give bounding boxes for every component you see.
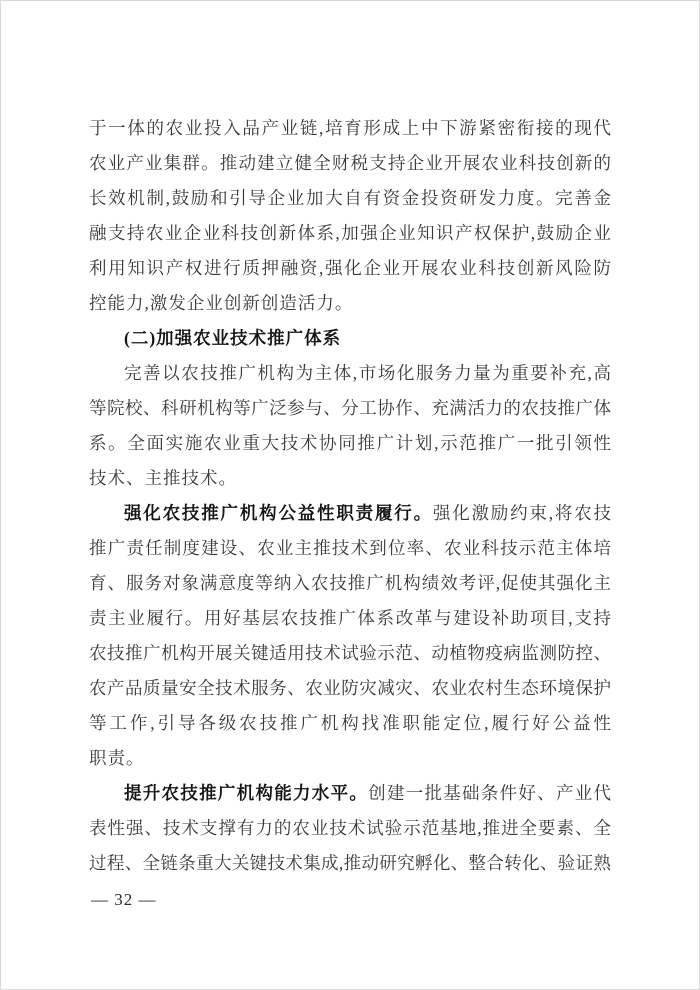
text-line <box>89 111 611 146</box>
body-text-run: 完善以农技推广机构为主体,市场化服务力量为重要补充,高 <box>124 363 611 383</box>
text-line <box>89 391 611 426</box>
text-line <box>89 811 611 846</box>
text-line <box>89 706 611 741</box>
page-number: — 32 — <box>91 890 157 909</box>
text-line <box>89 531 611 566</box>
body-text-run: 强化激励约束,将农技 <box>432 503 611 523</box>
body-text-run: 推广责任制度建设、农业主推技术到位率、农业科技示范主体培 <box>89 538 611 558</box>
text-line <box>89 741 611 776</box>
text-line <box>89 356 611 391</box>
text-line <box>89 216 611 251</box>
bold-lead-text: 提升农技推广机构能力水平。 <box>124 783 369 803</box>
body-text-run: 控能力,激发企业创新创造活力。 <box>89 293 354 313</box>
body-text-run: 技术、主推技术。 <box>89 468 237 488</box>
text-line <box>89 251 611 286</box>
body-text-run: 利用知识产权进行质押融资,强化企业开展农业科技创新风险防 <box>89 258 611 278</box>
body-text-run: 职责。 <box>89 748 145 768</box>
bold-lead-text: (二)加强农业技术推广体系 <box>124 328 342 348</box>
text-line <box>89 776 611 811</box>
text-line <box>89 496 611 531</box>
document-body <box>89 111 611 881</box>
text-line <box>89 181 611 216</box>
body-text-run: 于一体的农业投入品产业链,培育形成上中下游紧密衔接的现代 <box>89 118 611 138</box>
section-heading <box>89 321 611 356</box>
body-text-run: 农产品质量安全技术服务、农业防灾减灾、农业农村生态环境保护 <box>89 678 611 698</box>
text-line <box>89 146 611 181</box>
bold-lead-text: 强化农技推广机构公益性职责履行。 <box>124 503 433 523</box>
text-line <box>89 566 611 601</box>
body-text-run: 融支持农业企业科技创新体系,加强企业知识产权保护,鼓励企业 <box>89 223 611 243</box>
text-line <box>89 286 611 321</box>
body-text-run: 系。全面实施农业重大技术协同推广计划,示范推广一批引领性 <box>89 433 611 453</box>
body-text-run: 长效机制,鼓励和引导企业加大自有资金投资研发力度。完善金 <box>89 188 611 208</box>
body-text-run: 责主业履行。用好基层农技推广体系改革与建设补助项目,支持 <box>89 608 611 628</box>
body-text-run: 等工作,引导各级农技推广机构找准职能定位,履行好公益性 <box>89 713 611 733</box>
text-line <box>89 601 611 636</box>
body-text-run: 过程、全链条重大关键技术集成,推动研究孵化、整合转化、验证熟 <box>89 853 611 873</box>
text-line <box>89 671 611 706</box>
body-text-run: 农技推广机构开展关键适用技术试验示范、动植物疫病监测防控、 <box>89 643 611 663</box>
body-text-run: 表性强、技术支撑有力的农业技术试验示范基地,推进全要素、全 <box>89 818 611 838</box>
body-text-run: 等院校、科研机构等广泛参与、分工协作、充满活力的农技推广体 <box>89 398 611 418</box>
body-text-run: 育、服务对象满意度等纳入农技推广机构绩效考评,促使其强化主 <box>89 573 611 593</box>
body-text-run: 创建一批基础条件好、产业代 <box>368 783 611 803</box>
body-text-run: 农业产业集群。推动建立健全财税支持企业开展农业科技创新的 <box>89 153 611 173</box>
text-line <box>89 636 611 671</box>
text-line <box>89 846 611 881</box>
text-line <box>89 426 611 461</box>
text-line <box>89 461 611 496</box>
